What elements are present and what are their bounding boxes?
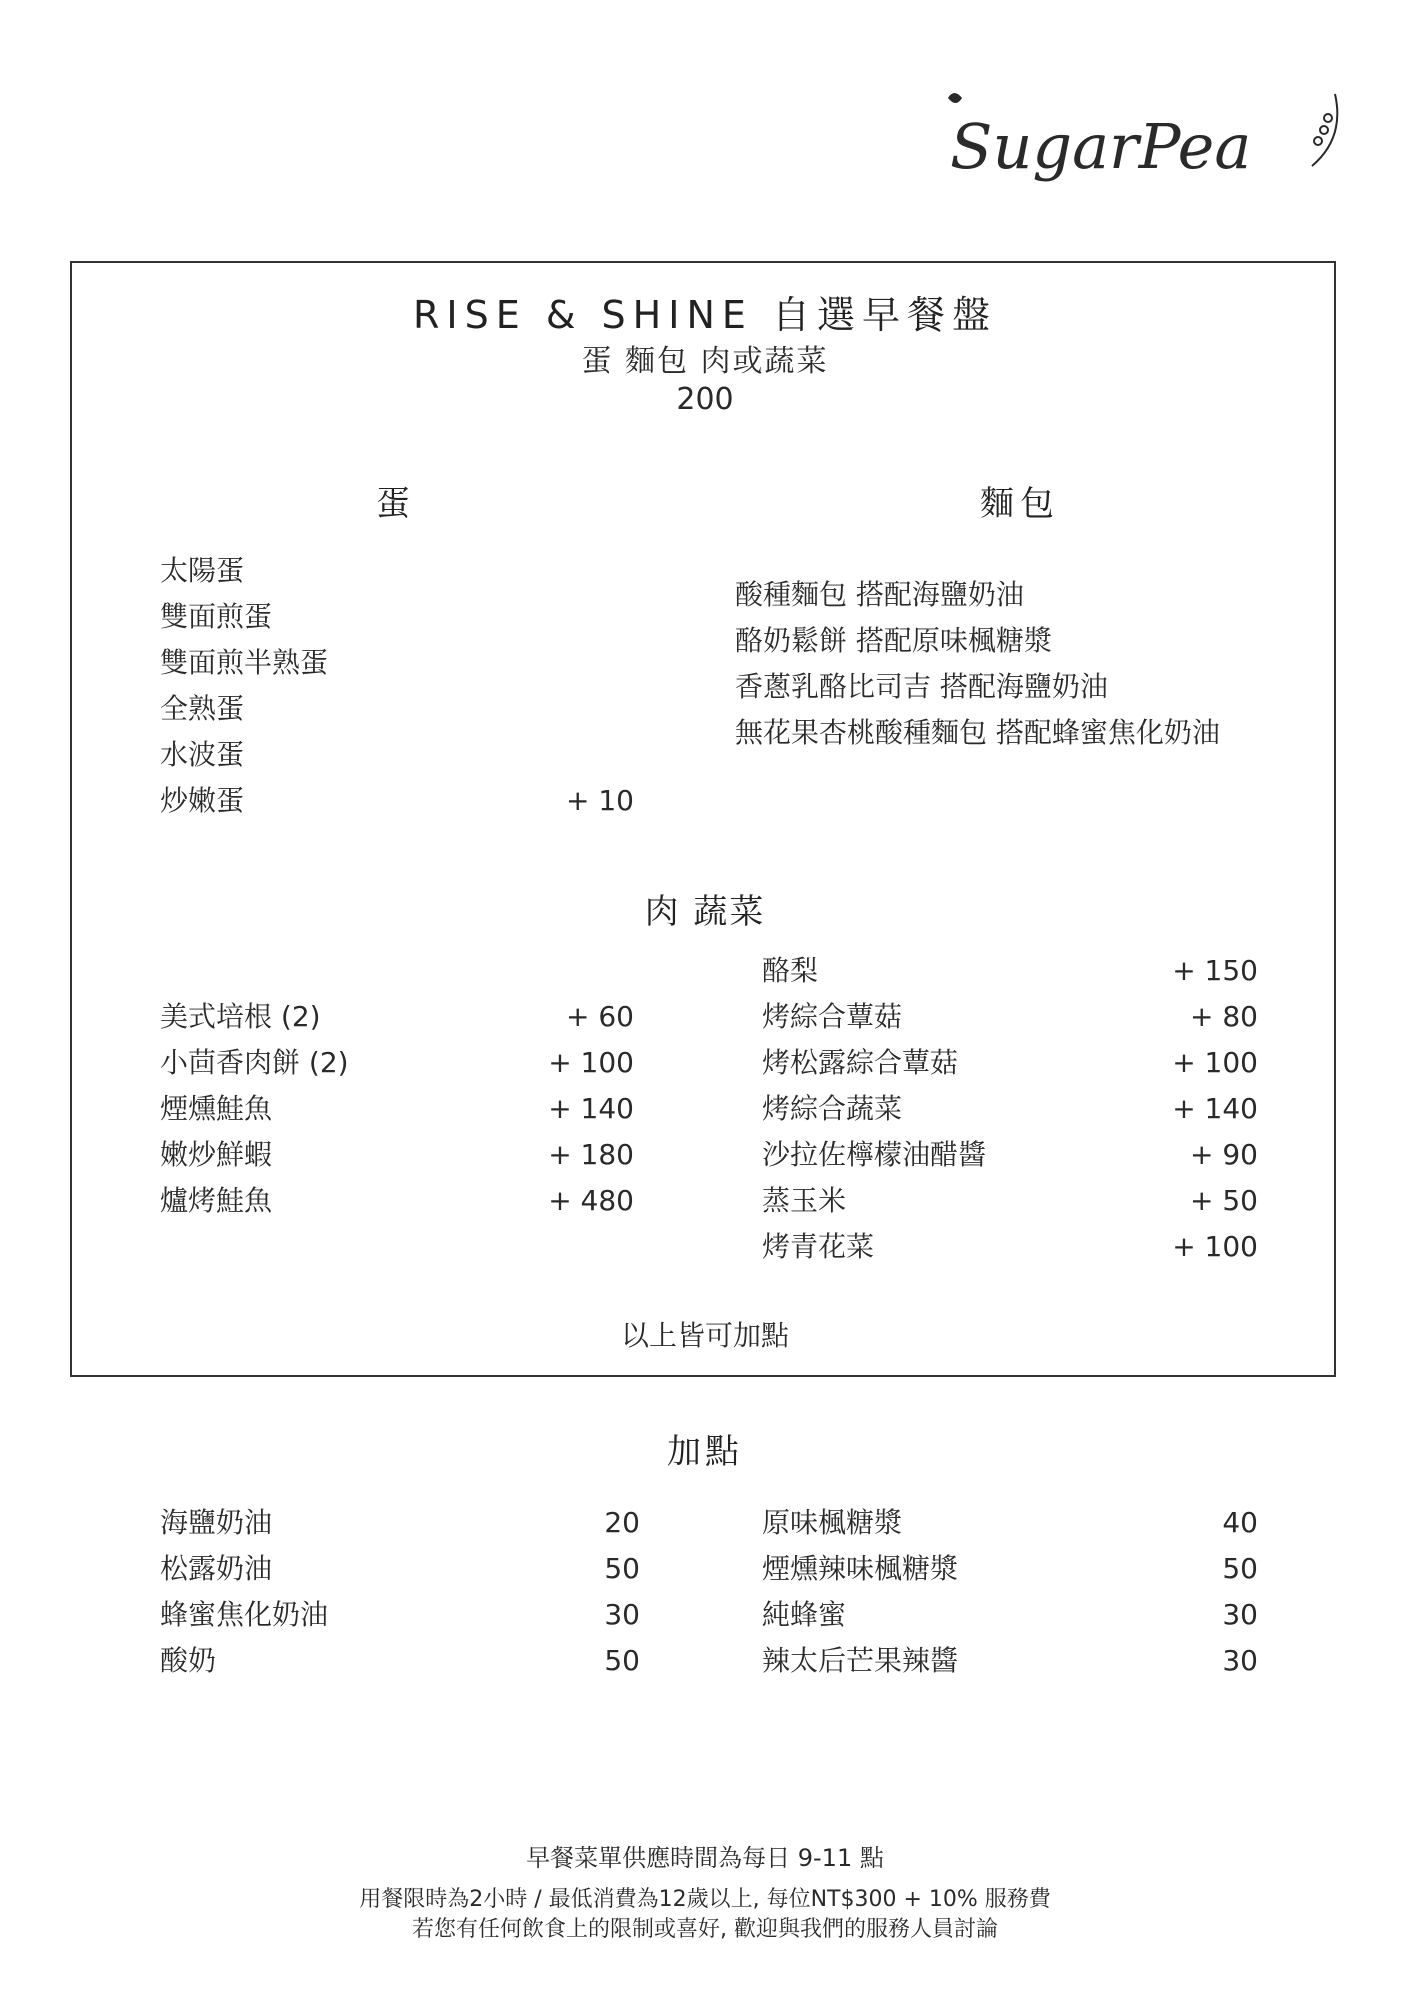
addon-price: 30 — [604, 1598, 640, 1631]
addon-item: 原味楓糖漿 — [762, 1506, 903, 1539]
addon-item: 松露奶油 — [160, 1552, 273, 1585]
veg-item: 酪梨 — [762, 954, 819, 987]
egg-price — [500, 732, 634, 778]
veg-price: + 150 — [1172, 954, 1258, 987]
box-price: 200 — [676, 382, 734, 417]
pea-pod-icon — [940, 88, 1360, 208]
veg-price: + 100 — [1172, 1230, 1258, 1263]
veg-price: + 50 — [1190, 1184, 1258, 1217]
meat-price: + 100 — [548, 1046, 634, 1079]
addon-item: 酸奶 — [160, 1644, 217, 1677]
addon-price: 50 — [604, 1552, 640, 1585]
meat-item: 爐烤鮭魚 — [160, 1184, 273, 1217]
addon-price: 40 — [1222, 1506, 1258, 1539]
bread-list — [735, 572, 1220, 756]
meat-price: + 180 — [548, 1138, 634, 1171]
addon-price: 50 — [604, 1644, 640, 1677]
bread-item: 香蔥乳酪比司吉 搭配海鹽奶油 — [735, 670, 1108, 703]
veg-price: + 100 — [1172, 1046, 1258, 1079]
egg-price — [500, 548, 634, 594]
addon-item: 辣太后芒果辣醬 — [762, 1644, 959, 1677]
meat-veg-heading: 肉 蔬菜 — [644, 892, 766, 932]
veg-item: 蒸玉米 — [762, 1184, 847, 1217]
addon-price: 30 — [1222, 1644, 1258, 1677]
addon-item: 蜂蜜焦化奶油 — [160, 1598, 329, 1631]
egg-price — [500, 640, 634, 686]
egg-item: 雙面煎半熟蛋 — [160, 646, 329, 679]
meat-item: 美式培根 (2) — [160, 1000, 321, 1033]
meat-price: + 60 — [566, 1000, 634, 1033]
egg-price — [500, 594, 634, 640]
eggs-list — [160, 548, 328, 824]
logo-text: SugarPea — [950, 110, 1252, 183]
eggs-prices — [500, 548, 634, 824]
meat-list — [160, 994, 349, 1224]
veg-price: + 80 — [1190, 1000, 1258, 1033]
egg-item: 全熟蛋 — [160, 692, 245, 725]
addon-item: 純蜂蜜 — [762, 1598, 847, 1631]
egg-item: 雙面煎蛋 — [160, 600, 273, 633]
box-note: 以上皆可加點 — [620, 1319, 789, 1352]
addon-item: 海鹽奶油 — [160, 1506, 273, 1539]
eggs-heading: 蛋 — [376, 484, 416, 524]
brand-logo — [940, 88, 1360, 208]
veg-price: + 140 — [1172, 1092, 1258, 1125]
meat-price: + 140 — [548, 1092, 634, 1125]
addons-left-list — [160, 1500, 328, 1684]
veg-item: 烤綜合蔬菜 — [762, 1092, 903, 1125]
egg-price: + 10 — [566, 784, 634, 817]
bread-heading: 麵包 — [980, 484, 1060, 524]
veg-price: + 90 — [1190, 1138, 1258, 1171]
footer-dietary: 若您有任何飲食上的限制或喜好, 歡迎與我們的服務人員討論 — [412, 1917, 998, 1942]
bread-item: 酪奶鬆餅 搭配原味楓糖漿 — [735, 624, 1052, 657]
addons-right-list — [762, 1500, 958, 1684]
egg-item: 炒嫩蛋 — [160, 784, 245, 817]
meat-item: 煙燻鮭魚 — [160, 1092, 273, 1125]
box-title: RISE & SHINE 自選早餐盤 — [413, 293, 997, 337]
veg-list — [762, 948, 986, 1270]
addons-right-prices — [1158, 1500, 1258, 1684]
veg-item: 烤綜合蕈菇 — [762, 1000, 903, 1033]
egg-price — [500, 686, 634, 732]
addons-left-prices — [540, 1500, 640, 1684]
veg-prices — [1120, 948, 1258, 1270]
meat-item: 嫩炒鮮蝦 — [160, 1138, 273, 1171]
box-subtitle: 蛋 麵包 肉或蔬菜 — [581, 344, 829, 379]
egg-item: 水波蛋 — [160, 738, 245, 771]
veg-item: 沙拉佐檸檬油醋醬 — [762, 1138, 987, 1171]
addons-heading: 加點 — [667, 1432, 743, 1472]
addon-price: 30 — [1222, 1598, 1258, 1631]
veg-item: 烤松露綜合蕈菇 — [762, 1046, 959, 1079]
egg-item: 太陽蛋 — [160, 554, 245, 587]
veg-item: 烤青花菜 — [762, 1230, 875, 1263]
footer-policy: 用餐限時為2小時 / 最低消費為12歲以上, 每位NT$300 + 10% 服務費 — [359, 1887, 1051, 1912]
meat-item: 小茴香肉餅 (2) — [160, 1046, 349, 1079]
addon-item: 煙燻辣味楓糖漿 — [762, 1552, 959, 1585]
addon-price: 50 — [1222, 1552, 1258, 1585]
bread-item: 無花果杏桃酸種麵包 搭配蜂蜜焦化奶油 — [735, 716, 1220, 749]
bread-item: 酸種麵包 搭配海鹽奶油 — [735, 578, 1024, 611]
addon-price: 20 — [604, 1506, 640, 1539]
meat-prices — [500, 994, 634, 1224]
footer-hours: 早餐菜單供應時間為每日 9-11 點 — [526, 1844, 884, 1872]
meat-price: + 480 — [548, 1184, 634, 1217]
